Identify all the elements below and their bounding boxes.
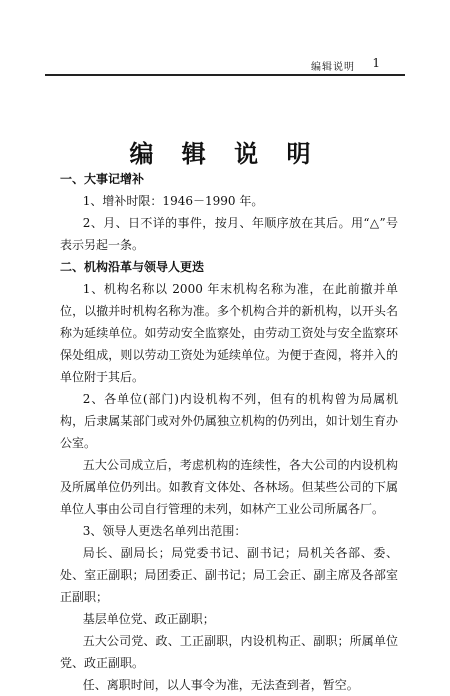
paragraph: 五大公司成立后，考虑机构的连续性，各大公司的内设机构及所属单位仍列出。如教育文体处、各林场。但某些公司的下属单位人事由公司自行管理的未列，如林产工业公司所属各厂。 <box>60 458 398 516</box>
running-header-label: 编辑说明 <box>311 62 355 73</box>
paragraph: 2、各单位(部门)内设机构不列，但有的机构曾为局属机构，后隶属某部门或对外仍属独立机构的仍列出，如计划生育办公室。 <box>60 392 398 450</box>
paragraph: 五大公司党、政、工正副职，内设机构正、副职；所属单位党、政正副职。 <box>60 634 398 670</box>
page-title: 编 辑 说 明 <box>129 140 321 169</box>
section-heading-organization: 二、机构沿革与领导人更迭 <box>60 260 205 274</box>
paragraph: 任、离职时间，以人事令为准，无法查到者，暂空。 <box>82 678 359 692</box>
paragraph: 1、增补时限：1946－1990 年。 <box>82 194 264 208</box>
paragraph: 3、领导人更迭名单列出范围： <box>82 524 247 538</box>
section-heading-events: 一、大事记增补 <box>60 172 145 186</box>
paragraph: 1、机构名称以 2000 年末机构名称为准，在此前撤并单位，以撤并时机构名称为准。多个机构合并的新机构，以开头名称为延续单位。如劳动安全监察处，由劳动工资处与安全监察环保处组成，则以劳动工资处为延续单位。为便于查阅，将并入的单位附于其后。 <box>60 282 398 384</box>
page-number: 1 <box>372 56 380 70</box>
header-rule <box>45 74 405 76</box>
paragraph: 2、月、日不详的事件，按月、年顺序放在其后。用“△”号表示另起一条。 <box>60 216 398 252</box>
paragraph: 局长、副局长；局党委书记、副书记；局机关各部、委、处、室正副职；局团委正、副书记；局工会正、副主席及各部室正副职； <box>60 546 398 604</box>
paragraph: 基层单位党、政正副职； <box>82 612 215 626</box>
document-body <box>60 168 398 696</box>
